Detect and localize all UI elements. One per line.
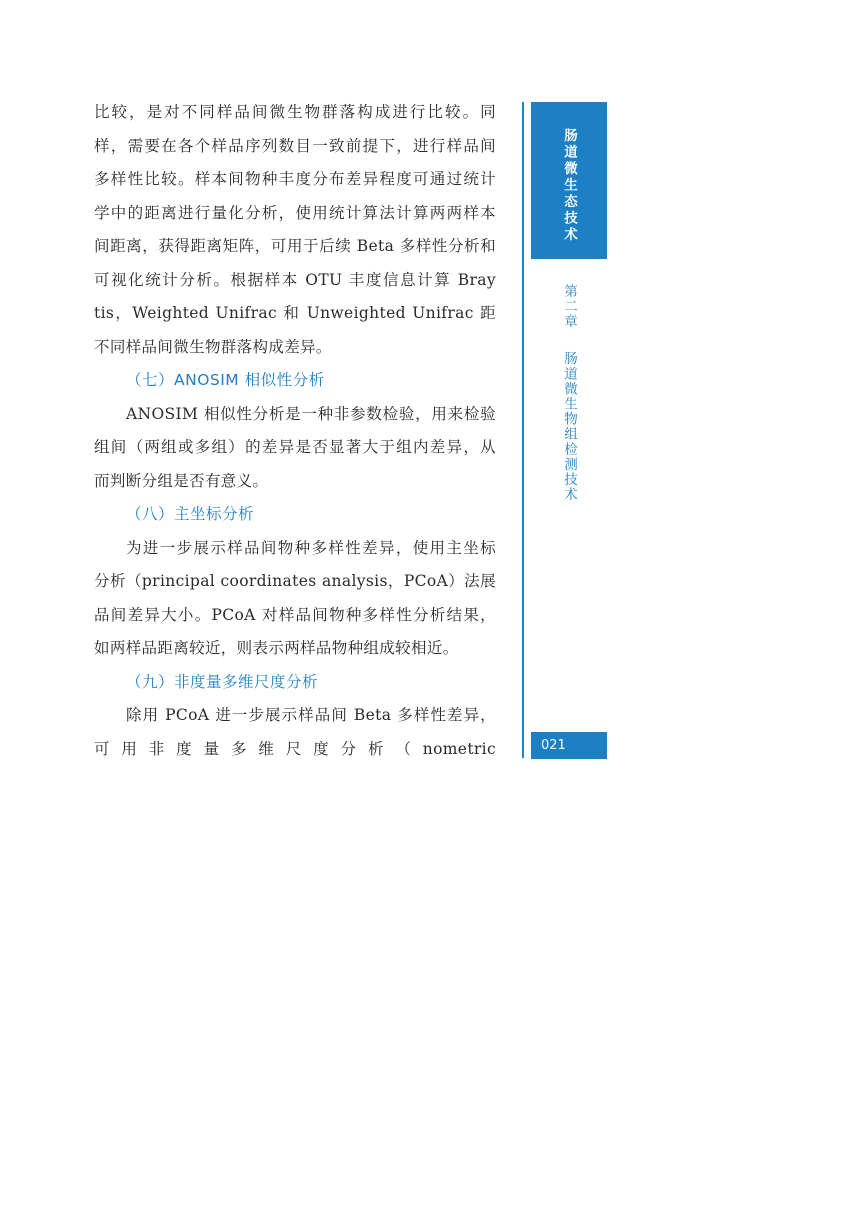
- chapter-title: 肠道微生物组检测技术: [561, 351, 577, 503]
- body-line: 为进一步展示样品间物种多样性差异，使用主坐标: [126, 538, 496, 557]
- page-number-badge: [531, 732, 607, 759]
- body-line: 比较，是对不同样品间微生物群落构成进行比较。同: [94, 103, 496, 121]
- book-title-tab: [531, 102, 607, 259]
- book-title: 肠道微生态技术: [561, 128, 577, 244]
- body-line: 多样性比较。样本间物种丰度分布差异程度可通过统计: [94, 170, 496, 188]
- body-line: 样，需要在各个样品序列数目一致前提下，进行样品间: [94, 136, 496, 155]
- section-heading-nmds: （九）非度量多维尺度分析: [126, 672, 319, 691]
- chapter-label-block: [531, 284, 607, 502]
- chapter-number: 第二章: [561, 284, 577, 330]
- chapter-text: [559, 284, 579, 502]
- body-line: tis，Weighted Unifrac 和 Unweighted Unifrac 距: [94, 304, 496, 322]
- body-line: 间距离，获得距离矩阵，可用于后续 Beta 多样性分析和: [94, 237, 496, 255]
- body-line: 可视化统计分析。根据样本 OTU 丰度信息计算 Bray: [94, 270, 496, 289]
- body-text: [94, 96, 496, 766]
- column-divider: [522, 102, 524, 758]
- section-heading-anosim: （七）ANOSIM 相似性分析: [126, 371, 325, 389]
- body-line: 组间（两组或多组）的差异是否显著大于组内差异，从: [94, 438, 496, 456]
- body-line: 如两样品距离较近，则表示两样品物种组成较相近。: [94, 639, 459, 657]
- body-line: 品间差异大小。PCoA 对样品间物种多样性分析结果，: [94, 605, 496, 624]
- body-line: 学中的距离进行量化分析，使用统计算法计算两两样本: [94, 203, 496, 222]
- body-line: 而判断分组是否有意义。: [94, 471, 269, 490]
- body-line: ANOSIM 相似性分析是一种非参数检验，用来检验: [126, 404, 496, 423]
- body-line: 不同样品间微生物群落构成差异。: [94, 337, 332, 356]
- body-line: 除用 PCoA 进一步展示样品间 Beta 多样性差异，: [126, 706, 496, 724]
- body-line: 可用非度量多维尺度分析（nometric: [94, 739, 496, 758]
- page-number: 021: [541, 738, 566, 753]
- body-line: 分析（principal coordinates analysis，PCoA）法展: [94, 572, 496, 590]
- section-heading-pcoa: （八）主坐标分析: [126, 505, 255, 523]
